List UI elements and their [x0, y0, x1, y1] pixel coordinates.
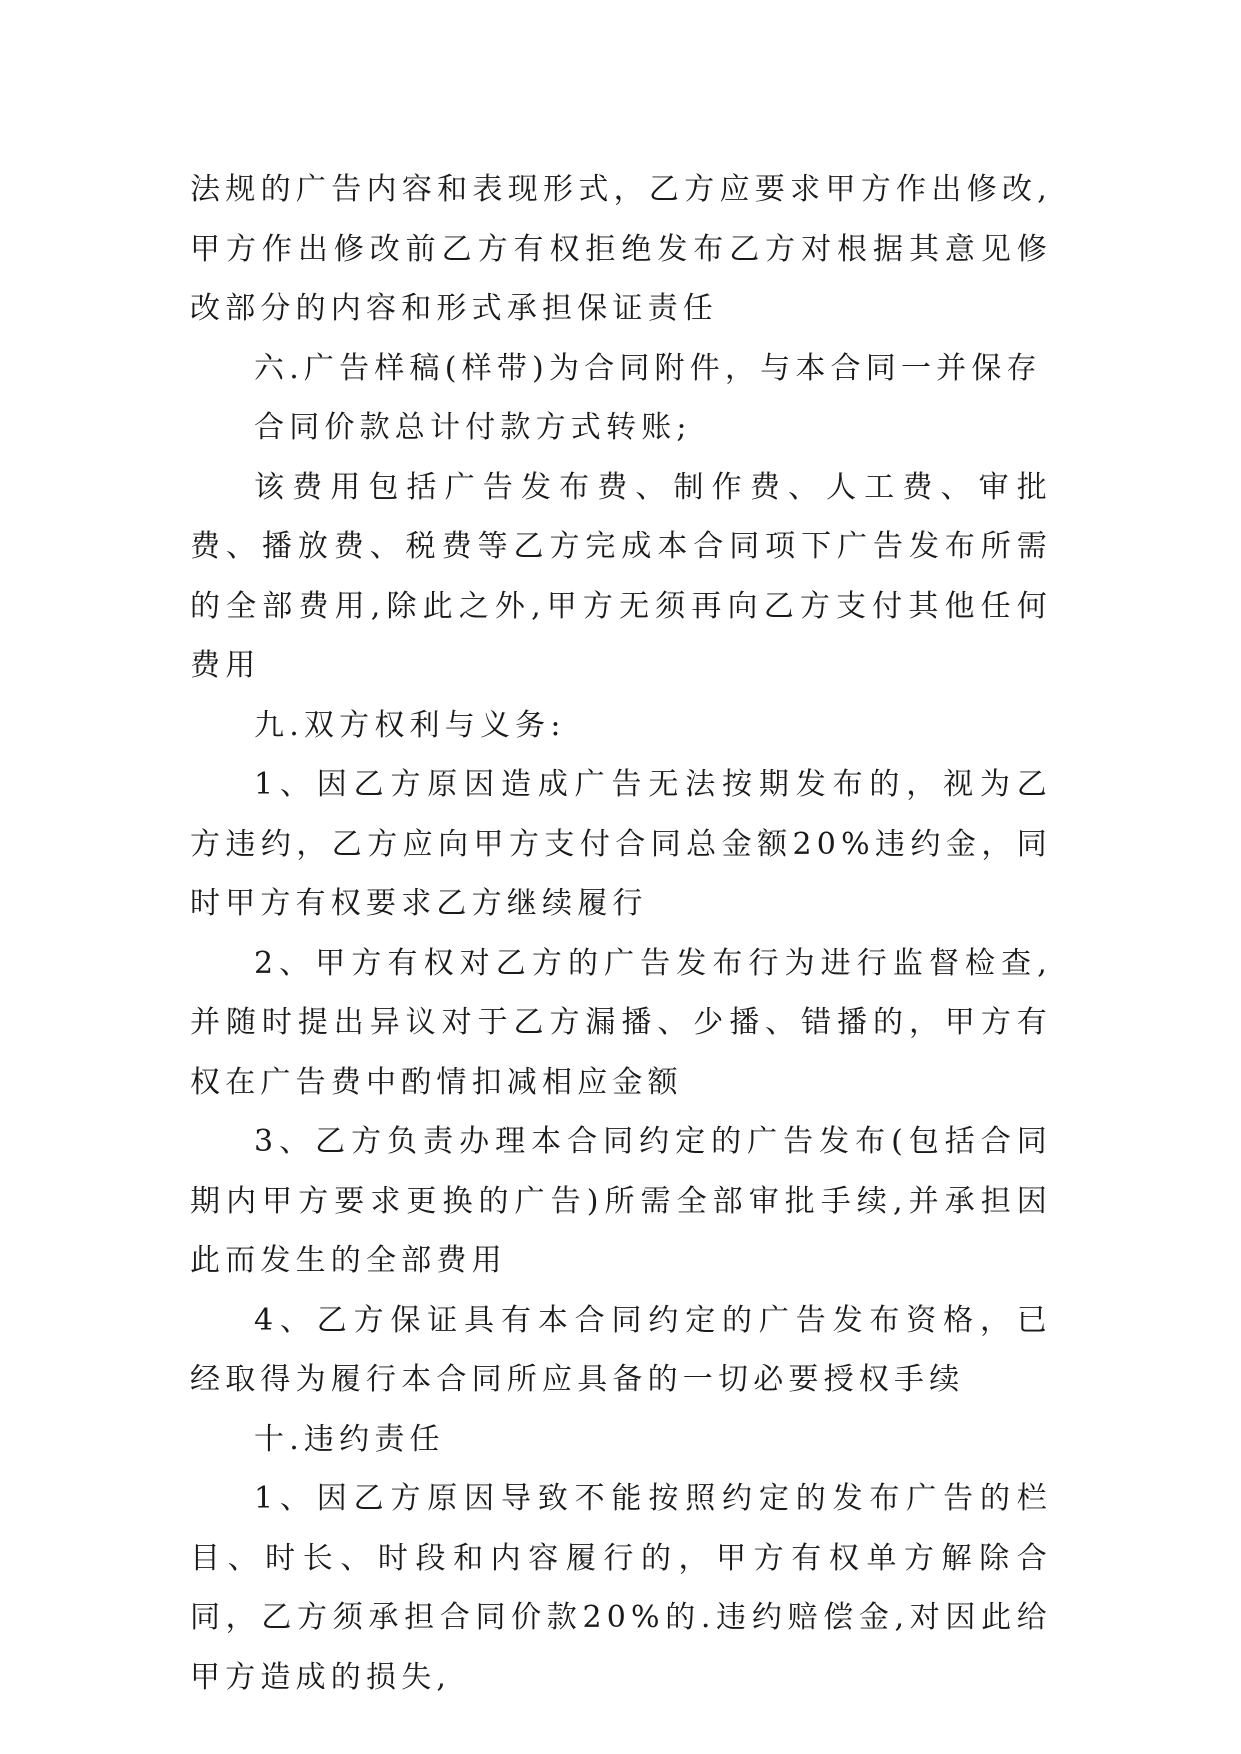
document-body	[190, 160, 1052, 1707]
heading-clause-9: 九.双方权利与义务:	[254, 707, 566, 743]
paragraph-clause-9-item-2: 2、甲方有权对乙方的广告发布行为进行监督检查,并随时提出异议对于乙方漏播、少播、错播的，甲方有权在广告费中酌情扣减相应金额	[190, 945, 1052, 1100]
paragraph-clause-9-item-1: 1、因乙方原因造成广告无法按期发布的，视为乙方违约，乙方应向甲方支付合同总金额20%违约金，同时甲方有权要求乙方继续履行	[190, 767, 1052, 921]
paragraph-clause-10-item-1: 1、因乙方原因导致不能按照约定的发布广告的栏目、时长、时段和内容履行的，甲方有权单方解除合同，乙方须承担合同价款20%的.违约赔偿金,对因此给甲方造成的损失,	[190, 1481, 1052, 1695]
paragraph-payment-method: 合同价款总计付款方式转账;	[254, 410, 692, 445]
heading-clause-10: 十.违约责任	[254, 1421, 445, 1457]
paragraph-fee-scope: 该费用包括广告发布费、制作费、人工费、审批费、播放费、税费等乙方完成本合同项下广告发布所需的全部费用,除此之外,甲方无须再向乙方支付其他任何费用	[190, 469, 1052, 683]
paragraph-clause-6: 六.广告样稿(样带)为合同附件，与本合同一并保存	[254, 350, 1042, 386]
paragraph-clause-9-item-4: 4、乙方保证具有本合同约定的广告发布资格，已经取得为履行本合同所应具备的一切必要授权手续	[190, 1302, 1052, 1397]
paragraph-clause-9-item-3: 3、乙方负责办理本合同约定的广告发布(包括合同期内甲方要求更换的广告)所需全部审批手续,并承担因此而发生的全部费用	[190, 1124, 1052, 1278]
paragraph-continued-clause: 法规的广告内容和表现形式，乙方应要求甲方作出修改,甲方作出修改前乙方有权拒绝发布乙方对根据其意见修改部分的内容和形式承担保证责任	[190, 172, 1052, 326]
